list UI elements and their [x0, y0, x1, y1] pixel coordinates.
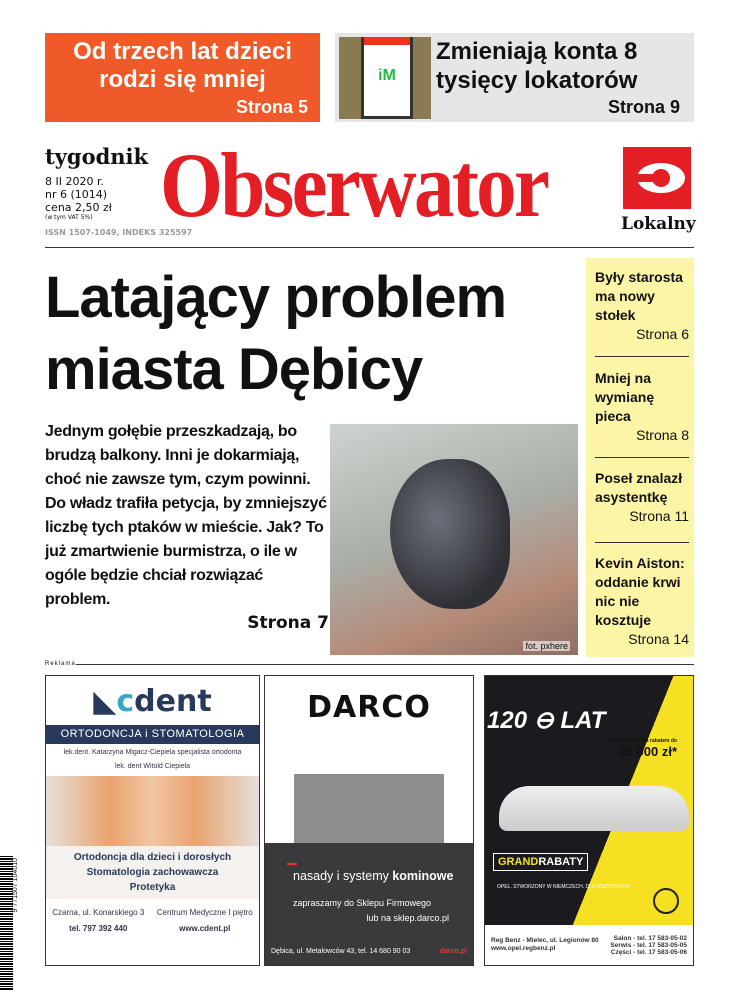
sidebar-item-title: Kevin Aiston: oddanie krwi nic nie kosztuje: [595, 555, 685, 628]
ad-web[interactable]: www.opel.regbenz.pl: [491, 945, 556, 952]
divider: [595, 457, 689, 458]
ad-band: ORTODONCJA i STOMATOLOGIA: [46, 725, 259, 744]
app-logo: iM: [378, 67, 396, 84]
teaser-accounts[interactable]: [335, 33, 694, 122]
ad-address: Czarna, ul. Konarskiego 3: [52, 908, 145, 917]
lead-page-ref[interactable]: Strona 7: [247, 613, 329, 633]
chimney-photo: [294, 741, 444, 851]
opel-logo-icon: [653, 888, 679, 914]
grand-rabaty: GRANDRABATY: [493, 853, 588, 871]
sidebar-item-page: Strona 6: [636, 326, 689, 342]
sidebar-item-title: Mniej na wymianę pieca: [595, 370, 655, 424]
barcode-number: 9 771507 104010: [12, 858, 19, 913]
ad-center: Centrum Medyczne I piętro: [156, 908, 253, 917]
dealer-phones: Salon - tel. 17 583-05-02 Serwis - tel. 17 583-05-05 Części - tel. 17 583-05-06: [610, 934, 687, 956]
divider: [595, 542, 689, 543]
issue-date: 8 II 2020 r.: [45, 175, 104, 188]
vat-note: (w tym VAT 5%): [45, 214, 93, 221]
pigeon-image: [390, 459, 510, 609]
sidebar-item-page: Strona 14: [628, 631, 689, 647]
pigeon-photo: [330, 424, 578, 655]
sidebar-item[interactable]: [595, 554, 689, 649]
ad-web[interactable]: darco.pl: [439, 948, 467, 955]
darco-logo: DARCO: [307, 690, 431, 725]
ads-label: Reklama: [45, 661, 76, 667]
lead-block: [45, 420, 329, 634]
sidebar-item-page: Strona 11: [629, 508, 689, 524]
sidebar-item[interactable]: [595, 469, 689, 526]
sidebar-item-page: Strona 8: [636, 427, 689, 443]
smiling-girl-photo: [46, 776, 259, 846]
sub-logo: Lokalny: [621, 214, 696, 234]
ad-address: Dębica, ul. Metalowców 43, tel. 14 680 90 03: [271, 948, 411, 955]
ad-darco[interactable]: [264, 675, 474, 966]
sidebar-item[interactable]: [595, 369, 689, 445]
ad-web[interactable]: www.cdent.pl: [179, 924, 231, 933]
cdent-logo: ◣cdent: [93, 684, 212, 719]
slogan: OPEL. STWORZONY W NIEMCZECH. DLA WSZYSTKICH.: [497, 884, 631, 890]
teaser-page: Strona 5: [235, 97, 308, 117]
ad-cdent[interactable]: [45, 675, 260, 966]
ad-opel[interactable]: [484, 675, 694, 966]
ad-tagline: nasady i systemy kominowe: [293, 869, 454, 883]
masthead-logo: Obserwator: [160, 134, 548, 236]
doctor-2: lek. dent Witold Ciepiela: [114, 763, 191, 770]
dealer: Reg Benz - Mielec, ul. Legionów 80: [491, 937, 599, 944]
services-list: Ortodoncja dla dzieci i dorosłych Stomatologia zachowawcza Protetyka: [46, 846, 259, 899]
anniversary-logo: 120 ⊖ LAT: [487, 707, 606, 734]
lead-text: Jednym gołębie przeszkadzają, bo brudzą balkony. Inni je dokarmiają, choć nie zawsze tym, czym powinni. Do władz trafiła petycja, by zmniejszyć liczbę tych ptaków w mieście. Jak? To już zmartwienie burmistrza, o ile w ogóle będzie chciał rozwiązać problem.: [45, 423, 327, 608]
accent-bar: [287, 863, 297, 865]
photo-credit: fot. pxhere: [525, 641, 568, 651]
phone-photo: [339, 37, 431, 119]
sidebar-item-title: Poseł znalazł asystentkę: [595, 470, 683, 505]
eye-logo-icon: [623, 147, 691, 209]
sidebar-item[interactable]: [595, 268, 689, 344]
issue-price: cena 2,50 zł: [45, 201, 112, 214]
teaser-births[interactable]: [45, 33, 320, 122]
divider: [45, 247, 694, 248]
ad-invite: zapraszamy do Sklepu Firmowego: [293, 898, 432, 908]
ad-phone: tel. 797 392 440: [69, 924, 128, 933]
sidebar-item-title: Były starosta ma nowy stołek: [595, 269, 683, 323]
weekly-label: tygodnik: [45, 144, 149, 169]
cars-photo: [499, 786, 689, 831]
doctor-1: lek.dent. Katarzyna Migacz-Ciepiela specjalista ortodonta: [63, 749, 242, 756]
divider: [76, 664, 694, 665]
issue-number: nr 6 (1014): [45, 188, 108, 201]
teaser-title: Od trzech lat dzieci rodzi się mniej: [73, 38, 292, 93]
issn: ISSN 1507-1049, INDEKS 325597: [45, 228, 193, 237]
teaser-page: Strona 9: [607, 97, 680, 117]
ad-shop: lub na sklep.darco.pl: [366, 913, 449, 923]
main-headline[interactable]: Latający problem miasta Dębicy: [45, 265, 507, 402]
teaser-title: Zmieniają konta 8 tysięcy lokatorów: [436, 38, 638, 94]
sidebar-teasers: [586, 258, 694, 657]
price-offer: GRANDLAND X z rabatem do 25 000 zł*: [607, 738, 677, 759]
divider: [595, 356, 689, 357]
